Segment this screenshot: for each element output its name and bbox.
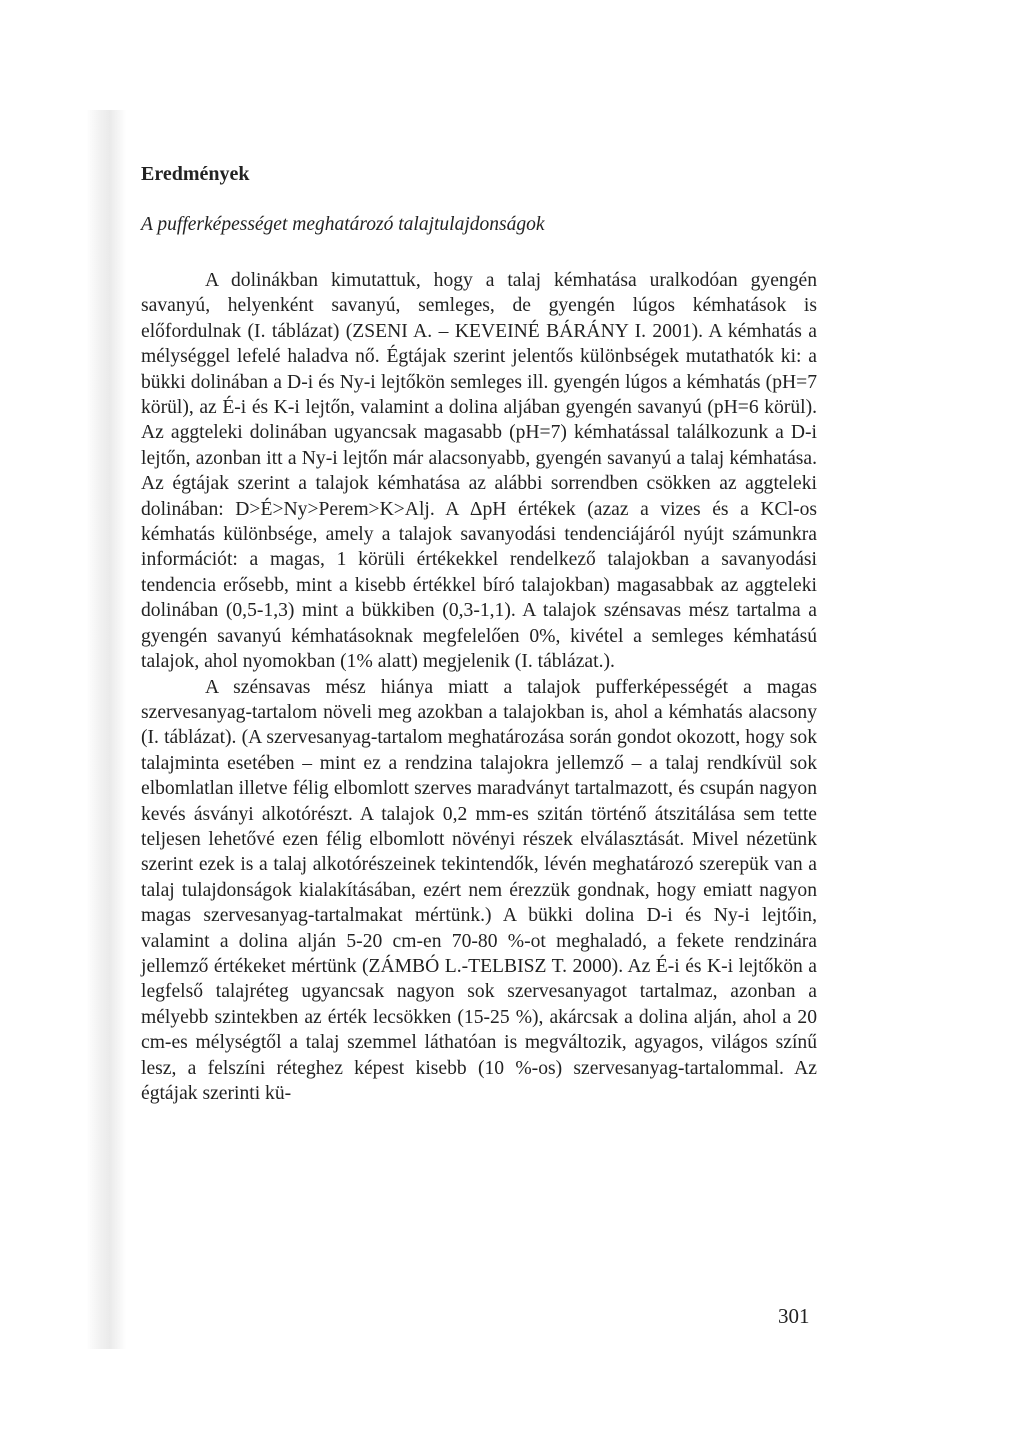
scan-binding-shadow [86, 110, 126, 1349]
paragraph-1: A dolinákban kimutattuk, hogy a talaj kémhatása uralkodóan gyengén savanyú, helyenként savanyú, semleges, de gyengén lúgos kémhatások is előfordulnak (I. táblázat) (ZSENI A. – KEVEINÉ BÁRÁNY I. 2001). A kémhatás a mélységgel lefelé haladva nő. Égtájak szerint jelentős különbségek mutathatók ki: a bükki dolinában a D-i és Ny-i lejtőkön semleges ill. gyengén lúgos a kémhatás (pH=7 körül), az É-i és K-i lejtőn, valamint a dolina aljában gyengén savanyú (pH=6 körül). Az aggteleki dolinában ugyancsak magasabb (pH=7) kémhatással találkozunk a D-i lejtőn, azonban itt a Ny-i lejtőn már alacsonyabb, gyengén savanyú a talaj kémhatása. Az égtájak szerint a talajok kémhatása az alábbi sorrendben csökken az aggteleki dolinában: D>É>Ny>Perem>K>Alj. A ΔpH értékek (azaz a vizes és a KCl-os kémhatás különbsége, amely a talajok savanyodási tendenciájáról nyújt számunkra információt: a magas, 1 körüli értékekkel rendelkező talajokban a savanyodási tendencia erősebb, mint a kisebb értékkel bíró talajokban) magasabbak az aggteleki dolinában (0,5-1,3) mint a bükkiben (0,3-1,1). A talajok szénsavas mész tartalma a gyengén savanyú kémhatásoknak megfelelően 0%, kivétel a semleges kémhatású talajok, ahol nyomokban (1% alatt) megjelenik (I. táblázat.). [141, 270, 817, 673]
body-text [141, 268, 817, 1106]
paragraph-2: A szénsavas mész hiánya miatt a talajok pufferképességét a magas szervesanyag-tartalom növeli meg azokban a talajokban is, ahol a kémhatás alacsony (I. táblázat). (A szervesanyag-tartalom meghatározása során gondot okozott, hogy sok talajminta esetében – mint ez a rendzina talajokra jellemző – a talaj rendkívül sok elbomlatlan illetve félig elbomlott szerves maradványt tartalmazott, és csupán nagyon kevés ásványi alkotórészt. A talajok 0,2 mm-es szitán történő átszitálása sem tette teljesen lehetővé ezen félig elbomlott növényi részek elválasztását. Mivel nézetünk szerint ezek is a talaj alkotórészeinek tekintendők, lévén meghatározó szerepük van a talaj tulajdonságok kialakításában, ezért nem érezzük gondnak, hogy emiatt nagyon magas szervesanyag-tartalmakat mértünk.) A bükki dolina D-i és Ny-i lejtőin, valamint a dolina alján 5-20 cm-en 70-80 %-ot meghaladó, a fekete rendzinára jellemző értékeket mértünk (ZÁMBÓ L.-TELBISZ T. 2000). Az É-i és K-i lejtőkön a legfelső talajréteg ugyancsak nagyon sok szervesanyagot tartalmaz, azonban a mélyebb szintekben az érték lecsökken (15-25 %), akárcsak a dolina alján, ahol a 20 cm-es mélységtől a talaj szemmel láthatóan is megváltozik, agyagos, világos színű lesz, a felszíni réteghez képest kisebb (10 %-os) szervesanyag-tartalommal. Az égtájak szerinti kü- [141, 676, 817, 1104]
section-title: Eredmények [141, 163, 250, 185]
subsection-title: A pufferképességet meghatározó talajtulajdonságok [141, 214, 545, 235]
page-number: 301 [778, 1304, 810, 1328]
document-page [141, 158, 817, 1106]
